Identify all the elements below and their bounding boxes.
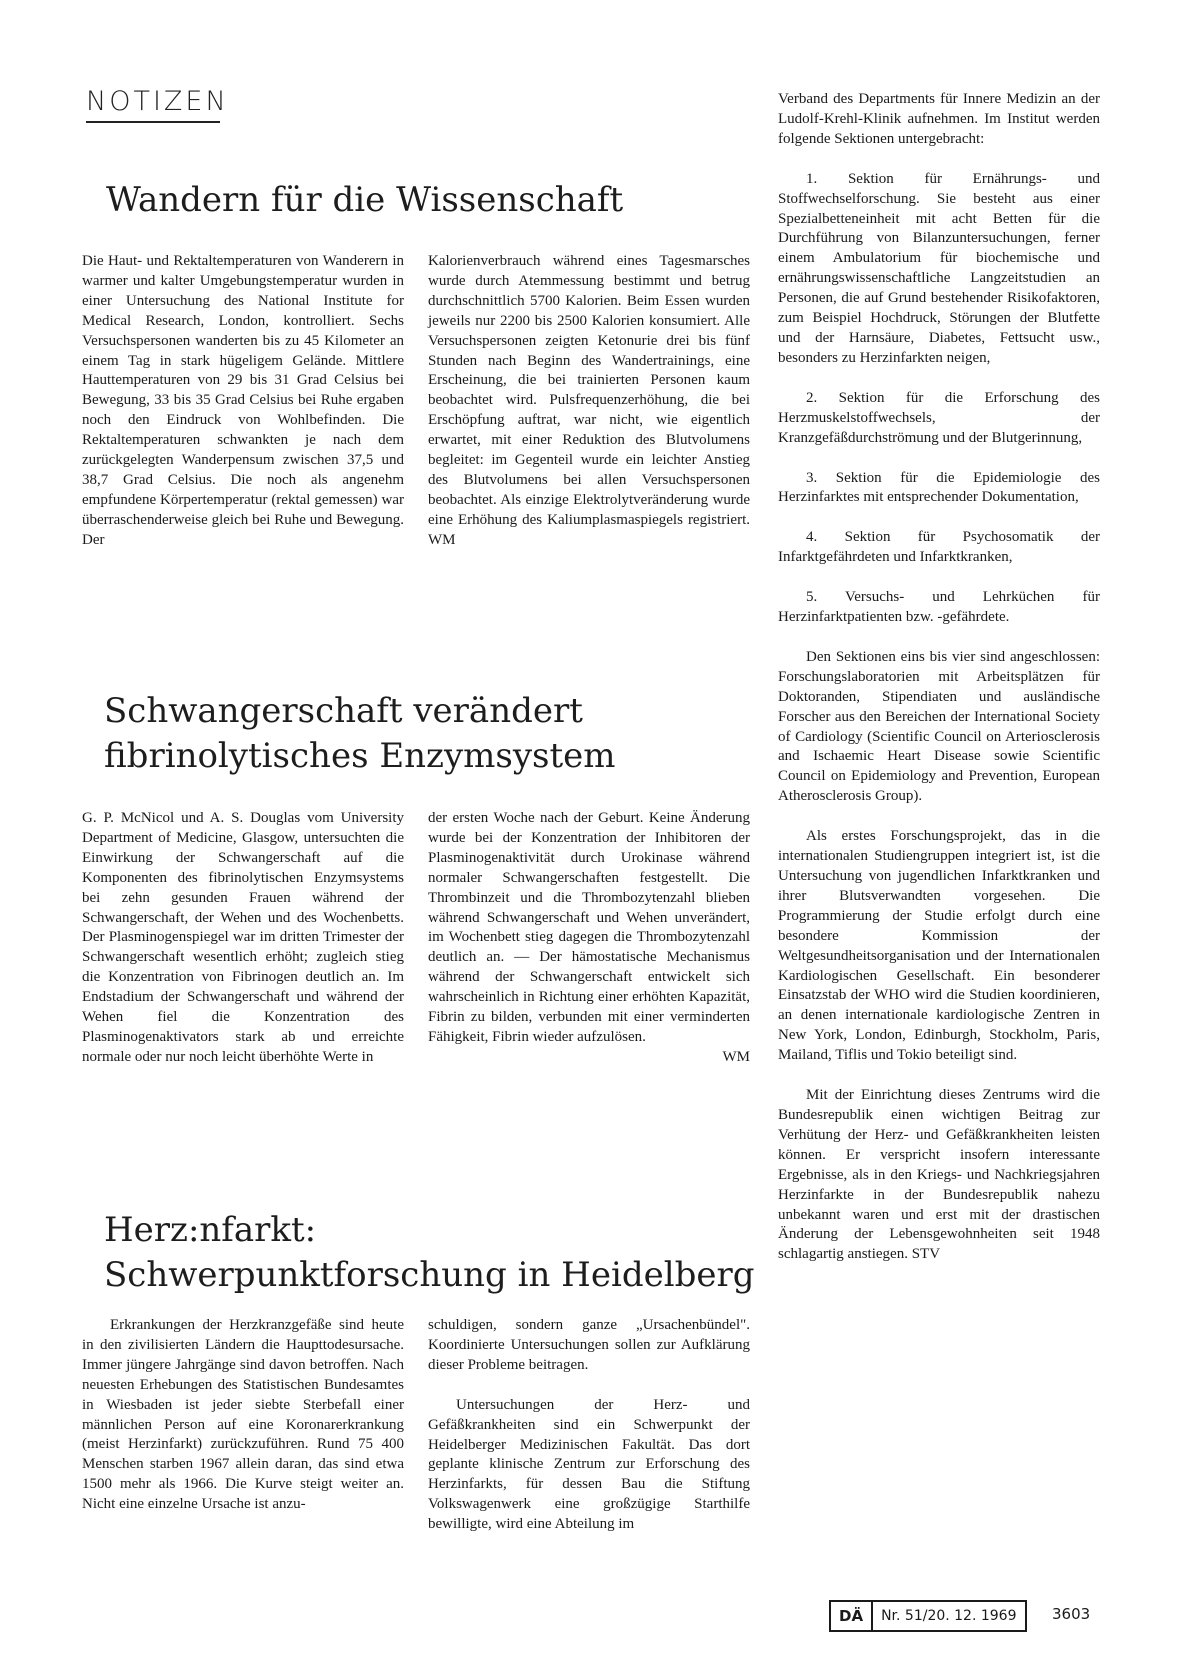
final-paragraph bbox=[778, 1086, 1100, 1265]
right-intro: Verband des Departments für Innere Medizin an der Ludolf-Krehl-Klinik aufnehmen. Im Institut werden folgende Sektionen untergebracht: bbox=[778, 91, 1100, 147]
final-paragraph-text: Mit der Einrichtung dieses Zentrums wird die Bundesrepublik einen wichtigen Beitrag zur Verhütung der Herz- und Gefäßkrankheiten leisten können. Er verspricht insofern interessante Ergebnisse, als in den Kriegs- und Nachkriegsjahren Herzinfarkte in der Bundesrepublik nahezu unbekannt waren und erst mit der drastischen Änderung der Lebensgewohnheiten seit 1948 schlagartig anstiegen. bbox=[778, 1087, 1100, 1263]
article-1-col2-text: Kalorienverbrauch während eines Tagesmarsches wurde durch Atemmessung bestimmt und betrug durchschnittlich 5700 Kalorien. Beim Essen wurden jeweils nur 2200 bis 2500 Kalorien konsumiert. Alle Versuchspersonen zeigten Ketonurie drei bis fünf Stunden nach Beginn des Wandertrainings, eine Erscheinung, die bei trainierten Personen kaum beobachtet wird. Pulsfrequenzerhöhung, die bei Erschöpfung auftrat, war nicht, wie eigentlich erwartet, mit einer Reduktion des Blutvolumens begleitet: im Gegenteil wurde ein leichter Anstieg des Blutvolumens bei allen Versuchspersonen beobachtet. Als einzige Elektrolytveränderung wurde eine Erhöhung des Kaliumplasmaspiegels registriert. WM bbox=[428, 253, 750, 548]
article-1-col1-text: Die Haut- und Rektaltemperaturen von Wanderern in warmer und kalter Umgebungstemperatur wurden in einer Untersuchung des National Institute for Medical Research, London, kontrolliert. Sechs Versuchspersonen wanderten bis zu 45 Kilometer an einem Tag in stark hügeligem Gelände. Mittlere Hauttemperaturen von 29 bis 31 Grad Celsius bei Bewegung, 33 bis 35 Grad Celsius bei Ruhe ergaben noch den Eindruck von Wohlbefinden. Die Rektaltemperaturen schwankten je nach dem zurückgelegten Wanderpensum zwischen 37,5 und 38,7 Grad Celsius. Die noch als angenehm empfundene Körpertemperatur (rektal gemessen) war überraschenderweise gleich bei Ruhe und Bewegung. Der bbox=[82, 253, 404, 548]
article-3-column-1 bbox=[82, 1316, 404, 1515]
article-2-col2-text: der ersten Woche nach der Geburt. Keine Änderung wurde bei der Konzentration der Inhibitoren der Plasminogenaktivität durch Urokinase während normaler Schwangerschaften festgestellt. Die Thrombinzeit und die Thrombozytenzahl blieben während Schwangerschaft und Wehen unverändert, im Wochenbett stieg dagegen die Thrombozytenzahl deutlich an. — Der hämostatische Mechanismus während der Schwangerschaft entwickelt sich wahrscheinlich in Richtung einer erhöhten Kapazität, Fibrin zu bilden, verbunden mit einer verminderten Fähigkeit, Fibrin wieder aufzulösen. bbox=[428, 810, 750, 1045]
article-2-headline bbox=[104, 689, 616, 779]
article-2-headline-line-1: Schwangerschaft verändert bbox=[104, 691, 583, 731]
article-3-headline-line-1: Herz:nfarkt: bbox=[104, 1210, 317, 1250]
section-item-3: 3. Sektion für die Epidemiologie des Herzinfarktes mit entsprechender Dokumentation, bbox=[778, 469, 1100, 506]
article-3-headline bbox=[104, 1208, 754, 1298]
publication-logo: DÄ bbox=[831, 1602, 873, 1630]
section-item-4: 4. Sektion für Psychosomatik der Infarktgefährdeten und Infarktkranken, bbox=[778, 529, 1100, 566]
section-item-2: 2. Sektion für die Erforschung des Herzmuskelstoffwechsels, der Kranzgefäßdurchströmung und der Blutgerinnung, bbox=[778, 389, 1100, 446]
article-1-headline: Wandern für die Wissenschaft bbox=[106, 180, 624, 220]
issue-info: Nr. 51/20. 12. 1969 bbox=[881, 1608, 1017, 1624]
section-label: NOTIZEN bbox=[86, 86, 229, 117]
right-column bbox=[778, 90, 1100, 1265]
article-1-column-1 bbox=[82, 252, 404, 551]
section-underline bbox=[86, 121, 220, 123]
section-item-5: 5. Versuchs- und Lehrküchen für Herzinfarktpatienten bzw. -gefährdete. bbox=[778, 589, 1100, 626]
footer-issue-box bbox=[829, 1600, 1027, 1632]
article-3-col2-paragraph-1: schuldigen, sondern ganze „Ursachenbündel". Koordinierte Untersuchungen sollen zur Aufklärung dieser Probleme beitragen. bbox=[428, 1317, 750, 1373]
section-item-1: 1. Sektion für Ernährungs- und Stoffwechselforschung. Sie besteht aus einer Spezialbetteneinheit mit acht Betten für die Durchführung von Bilanzuntersuchungen, ferner einem Ambulatorium für biochemische und ernährungswissenschaftliche Langzeitstudien an Personen, die auf Grund bestehender Risikofaktoren, zum Beispiel Hochdruck, Störungen der Blutfette und der Harnsäure, Diabetes, Fettsucht usw., besonders zu Herzinfarkten neigen, bbox=[778, 170, 1100, 366]
labs-paragraph: Den Sektionen eins bis vier sind angeschlossen: Forschungslaboratorien mit Arbeitsplätzen für Doktoranden, Stipendiaten und ausländische Forscher aus den Bereichen der International Society of Cardiology (Scientific Council on Arteriosclerosis and Ischaemic Heart Disease sowie Scientific Council on Epidemiology and Prevention, European Atherosclerosis Group). bbox=[778, 648, 1100, 805]
article-2-headline-line-2: fibrinolytisches Enzymsystem bbox=[104, 735, 616, 776]
article-2-column-1 bbox=[82, 809, 404, 1068]
article-2-column-2 bbox=[428, 809, 750, 1068]
article-2-col1-text: G. P. McNicol und A. S. Douglas vom University Department of Medicine, Glasgow, untersuchten die Einwirkung der Schwangerschaft auf die Komponenten des fibrinolytischen Enzymsystems bei zehn gesunden Frauen während der Schwangerschaft, der Wehen und des Wochenbetts. Der Plasminogenspiegel war im dritten Trimester der Schwangerschaft wesentlich erhöht; zugleich stieg die Konzentration von Fibrinogen deutlich an. Im Endstadium der Schwangerschaft und während der Wehen fiel die Konzentration des Plasminogenaktivators stark ab und erreichte normale oder nur noch leicht überhöhte Werte in bbox=[82, 810, 404, 1065]
article-3-col2-paragraph-2: Untersuchungen der Herz- und Gefäßkrankheiten sind ein Schwerpunkt der Heidelberger Medizinischen Fakultät. Das dort geplante klinische Zentrum zur Erforschung des Herzinfarkts, für dessen Bau die Stiftung Volkswagenwerk eine großzügige Starthilfe bewilligte, wird eine Abteilung im bbox=[428, 1396, 750, 1533]
article-3-col1-text: Erkrankungen der Herzkranzgefäße sind heute in den zivilisierten Ländern die Haupttodesursache. Immer jüngere Jahrgänge sind davon betroffen. Nach neuesten Erhebungen des Statistischen Bundesamtes in Wiesbaden ist jeder siebte Sterbefall einer männlichen Person auf eine Koronarerkrankung (meist Herzinfarkt) zurückzuführen. Rund 75 400 Menschen starben 1967 allein daran, das sind etwa 1500 mehr als 1966. Die Kurve steigt weiter an. Nicht eine einzelne Ursache ist anzu- bbox=[82, 1317, 404, 1513]
article-2-signature: WM bbox=[722, 1048, 750, 1065]
article-3-headline-line-2: Schwerpunktforschung in Heidelberg bbox=[104, 1254, 755, 1295]
final-signature: STV bbox=[911, 1246, 941, 1263]
project-paragraph: Als erstes Forschungsprojekt, das in die internationalen Studiengruppen integriert ist, ist die Untersuchung von jugendlichen Infarktkranken und ihrer Blutsverwandten vorgesehen. Die Programmierung der Studie erfolgt durch eine besondere Kommission der Weltgesundheitsorganisation und der Internationalen Kardiologischen Gesellschaft. Ein besonderer Einsatzstab der WHO wird die Studien koordinieren, an denen internationale kardiologische Zentren in New York, London, Edinburgh, Stockholm, Paris, Mailand, Tiflis und Tokio beteiligt sind. bbox=[778, 828, 1100, 1064]
article-3-column-2 bbox=[428, 1316, 750, 1535]
article-1-column-2 bbox=[428, 252, 750, 551]
page-number: 3603 bbox=[1052, 1605, 1091, 1623]
